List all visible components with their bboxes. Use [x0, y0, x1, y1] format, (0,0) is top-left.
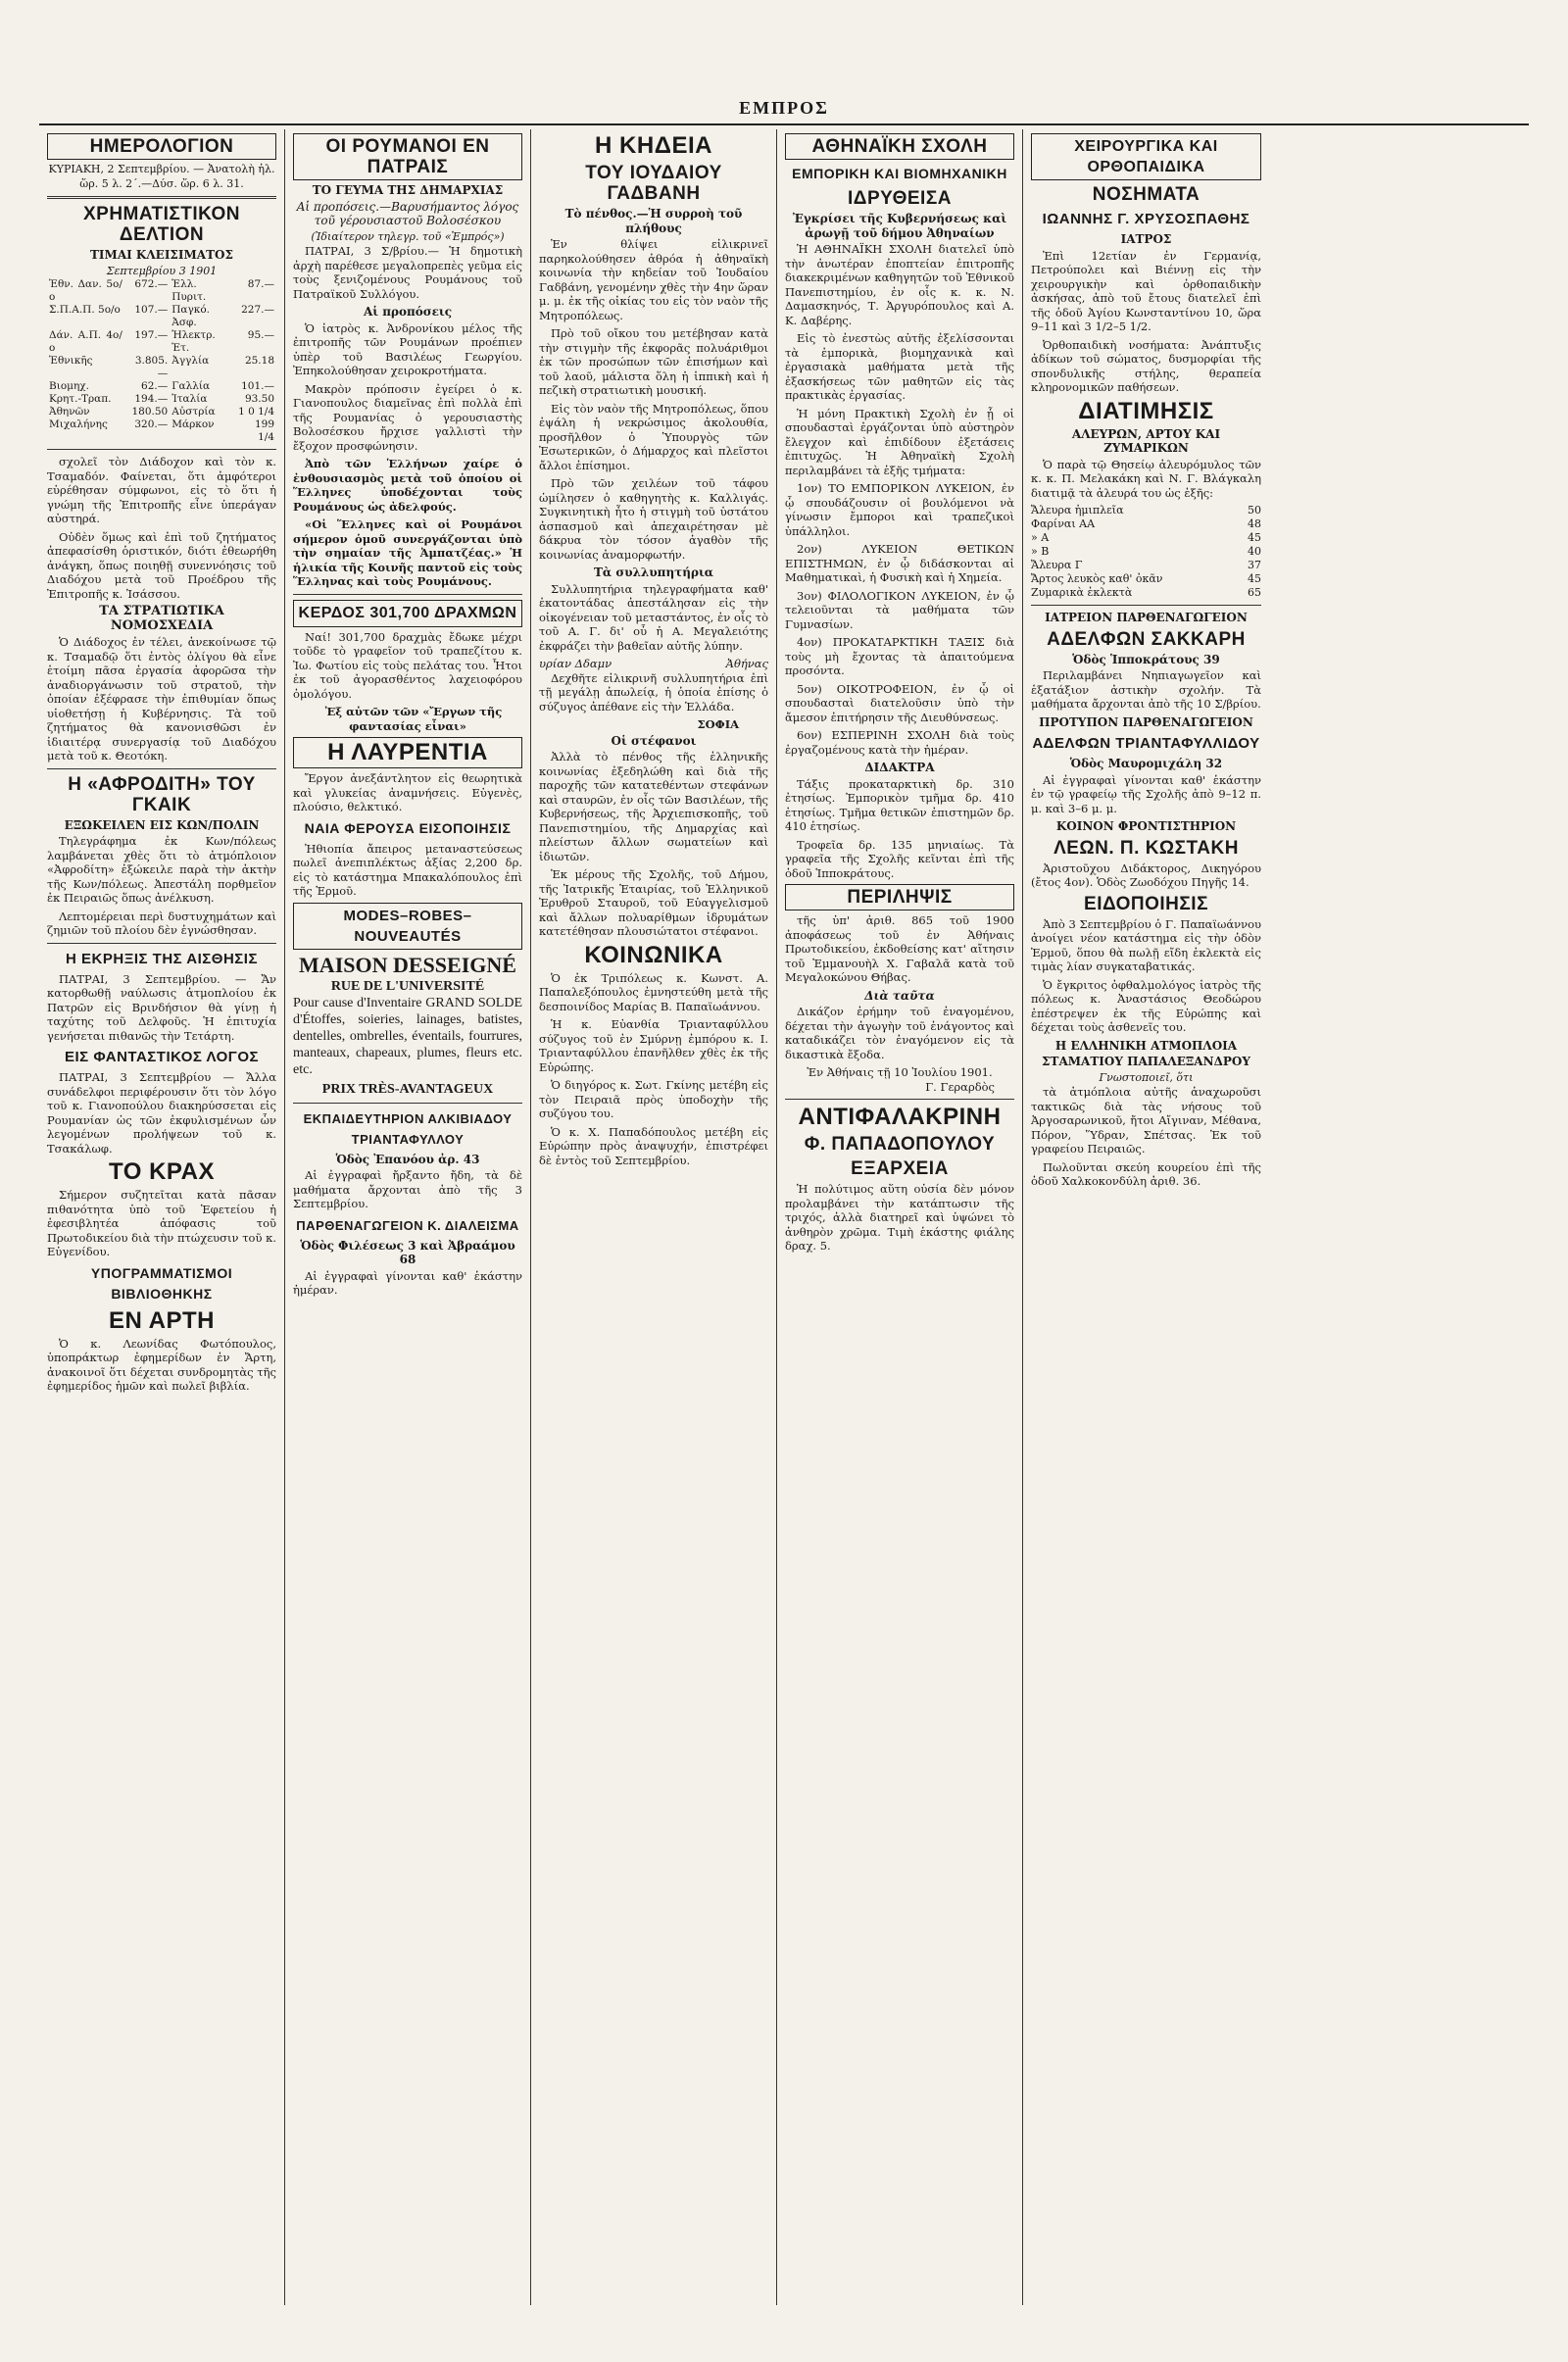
divider — [293, 1103, 522, 1104]
article-paragraph: Σήμερον συζητεῖται κατὰ πᾶσαν πιθανότητα ὑπὸ τοῦ Ἐφετείου ἡ ἐφεσιβλητέα ἀπόφασις τοῦ Πρωτοδικείου διὰ τὴν πτώχευσιν τοῦ κ. Εὐγενίδου. — [47, 1188, 276, 1258]
article-paragraph: Τηλεγράφημα ἐκ Κων/πόλεως λαμβάνεται χθὲς ὅτι τὸ ἀτμόπλοιον «Ἀφροδίτη» ἐξώκειλε παρὰ τὴν ἀκτὴν τῆς Κων/πόλεως. Ἀπεστάλη πορθμεῖον ἐκ Πειραιῶς ὅπως ἀνέλκυση. — [47, 834, 276, 905]
subheading-toasts: Αἱ προπόσεις.—Βαρυσήμαντος λόγος τοῦ γέρουσιαστοῦ Βολοσέσκου — [296, 199, 519, 227]
article-paragraph: Ὁ ἐκ Τριπόλεως κ. Κωνστ. Α. Παπαλεξόπουλος ἐμνηστεύθη μετὰ τῆς δεσποινίδος Μαρίας Β. Παπαϊωάννου. — [539, 970, 768, 1013]
stock-cell: Ἑλλ. Πυριτ. — [172, 278, 207, 303]
ad-shipping-announce: Γνωστοποιεῖ, ὅτι — [1099, 1070, 1194, 1084]
doctor-name: ΙΩΑΝΝΗΣ Γ. ΧΡΥΣΟΣΠΑΘΗΣ — [1042, 211, 1250, 227]
article-paragraph: Ἡ πολύτιμος αὕτη οὐσία δὲν μόνον προλαμβάνει τὴν κατάπτωσιν τῆς τριχός, ἀλλὰ διατηρεῖ καὶ ὑψώνει τὸ ἀνθηρὸν χρῶμα. Τιμὴ ἑκάστης φιάλης δραχ. 5. — [785, 1182, 1014, 1253]
heading-romanians-patras: ΟΙ ΡΟΥΜΑΝΟΙ ΕΝ ΠΑΤΡΑΙΣ — [293, 133, 522, 180]
heading-diseases: ΝΟΣΗΜΑΤΑ — [1092, 184, 1200, 205]
heading-in-arta: ΕΝ ΑΡΤΗ — [109, 1306, 215, 1334]
ad-tutoring-title: ΚΟΙΝΟΝ ΦΡΟΝΤΙΣΤΗΡΙΟΝ — [1055, 819, 1237, 833]
ad-triantafyllidou-address: Ὁδὸς Μαυρομιχάλη 32 — [1069, 757, 1223, 770]
heading-surgical: ΧΕΙΡΟΥΡΓΙΚΑ ΚΑΙ ΟΡΘΟΠΑΙΔΙΚΑ — [1031, 133, 1261, 180]
stock-cell: 194.— — [134, 393, 169, 405]
stock-cell: 180.50 — [131, 406, 169, 418]
heading-explosion: Η ΕΚΡΗΞΙΣ ΤΗΣ ΑΙΣΘΗΣΙΣ — [66, 950, 258, 967]
stock-cell: 95.— — [247, 329, 274, 341]
stock-cell: 672.— — [134, 278, 169, 290]
article-paragraph: 2ον) ΛΥΚΕΙΟΝ ΘΕΤΙΚΩΝ ΕΠΙΣΤΗΜΩΝ, ἐν ᾧ διδάσκονται αἱ Μαθηματικαὶ, ἡ Φυσικὴ καὶ ἡ Χημεία. — [785, 542, 1014, 584]
ad-profit-title: ΚΕΡΔΟΣ 301,700 ΔΡΑΧΜΩΝ — [293, 600, 522, 627]
price-value: 45 — [1248, 531, 1261, 544]
article-paragraph: Εἰς τὸν ναὸν τῆς Μητροπόλεως, ὅπου ἐψάλη ἡ νεκρώσιμος ἀκολουθία, προσῆλθον ὁ Ὑπουργὸς τῶν Ἐσωτερικῶν, ὁ Δήμαρχος καὶ πλεῖστοι ἄλλοι ἐπίσημοι. — [539, 401, 768, 472]
article-paragraph: Ἡ ΑΘΗΝΑΪΚΗ ΣΧΟΛΗ διατελεῖ ὑπὸ τὴν ἀνωτέραν ἐποπτείαν ἐπιτροπῆς διακεκριμένων καθηγητῶν τοῦ Ἐθνικοῦ Πανεπιστημίου, ἐν οἷς κ. κ. Ν. Δαμασκηνός, Τ. Ἀργυρόπουλος καὶ Α. Κ. Δαβέρης. — [785, 242, 1014, 327]
article-paragraph: Μακρὸν πρόποσιν ἐγείρει ὁ κ. Γιανοπουλος διαμεῖνας ἐπὶ πολλὰ ἐπὶ τῆς Ρουμανίας ὁ γερουσιαστὴς Βολοσέσκου ἤρχισε γαλλιστὶ τὴν ἔξοχον προσφώνησιν. — [293, 381, 522, 453]
ad-girls-school-title: ΠΑΡΘΕΝΑΓΩΓΕΙΟΝ Κ. ΔΙΑΛΕΙΣΜΑ — [296, 1217, 519, 1233]
price-row — [1031, 517, 1261, 531]
article-paragraph: Ἡ κ. Εὐανθία Τριανταφύλλου σύζυγος τοῦ ἐν Σμύρνῃ ἐμπόρου κ. Ι. Τριανταφύλλου ἐπανῆλθεν χθὲς ἐκ τῆς Εὐρώπης. — [539, 1017, 768, 1074]
stock-cell: Ἐθν. Δαν. 5ο/ο — [49, 278, 122, 303]
telegram-note: (Ἰδιαίτερον τηλεγρ. τοῦ «Ἐμπρός») — [311, 229, 505, 243]
heading-summary: ΠΕΡΙΛΗΨΙΣ — [785, 884, 1014, 910]
columns — [39, 129, 1529, 2305]
article-paragraph: ΠΑΤΡΑΙ, 3 Σεπτεμβρίου — Ἄλλα συνάδελφοι περιφέρουσιν ὅτι τὸν λόγο τοῦ κ. Γιανοπούλου διακηρύσσεται εἰς Ρουμανίαν ὡς τῶν ἐκφυλισμένων ὧν λεγομένων προλήψεων τοῦ κ. Τσακάλωφ. — [47, 1070, 276, 1156]
stock-cell: 3.805.— — [134, 355, 169, 379]
subheading-mourning: Τὸ πένθος.—Ἡ συρροὴ τοῦ πλήθους — [564, 207, 743, 235]
price-value: 50 — [1248, 504, 1261, 517]
stock-cell: 199 1/4 — [254, 418, 274, 443]
maison-name: MAISON DESSEIGNÉ — [299, 952, 516, 977]
article-paragraph: Ναί! 301,700 δραχμὰς ἔδωκε μέχρι τοῦδε τὸ γραφεῖον τοῦ τραπεζίτου κ. Ἰω. Φωτίου εἰς τοὺς πελάτας του. Ἦτοι ἐκ τοῦ ἀγορασθέντος λαχειοφόρου ὁμολόγου. — [293, 629, 522, 701]
stock-cell: Γαλλία — [172, 380, 211, 392]
maison-address: RUE DE L'UNIVERSITÉ — [330, 978, 485, 994]
telegram-recipient: υρίαν Δδαμν — [539, 657, 612, 670]
price-item: Ἄρτος λευκὸς καθ' ὀκᾶν — [1031, 572, 1163, 585]
ad-shipping-owner: ΣΤΑΜΑΤΙΟΥ ΠΑΠΑΛΕΞΑΝΔΡΟΥ — [1042, 1055, 1250, 1068]
heading-stock-bulletin: ΧΡΗΜΑΤΙΣΤΙΚΟΝ ΔΕΛΤΙΟΝ — [82, 204, 241, 245]
column-2 — [285, 129, 531, 2305]
telegram-city: Ἀθήνας — [725, 657, 768, 670]
stock-row — [47, 406, 276, 418]
ad-girls-school-address: Ὁδὸς Φιλέσεως 3 καὶ Ἀβραάμου 68 — [300, 1238, 515, 1266]
stock-cell: 227.— — [241, 304, 274, 316]
heading-social: ΚΟΙΝΩΝΙΚΑ — [584, 941, 723, 968]
ad-antifalakrini-place: ΕΞΑΡΧΕΙΑ — [851, 1158, 949, 1179]
bulletin-date: Σεπτεμβρίου 3 1901 — [106, 264, 218, 277]
article-paragraph: Συλλυπητήρια τηλεγραφήματα καθ' ἑκατοντάδας ἀπεστάλησαν εἰς τὴν οἰκογένειαν τοῦ μεταστάντος, ἐν οἷς τὸ τοῦ Α. Γ. δι' οὗ ἡ Α. Μεγαλειότης ἐκφράζει τὴν βαθεῖαν αὐτῆς λύπην. — [539, 581, 768, 653]
article-paragraph: Ὁ διηγόρος κ. Σωτ. Γκίνης μετέβη εἰς τὸν Πειραιᾶ πρὸς ὑποδοχὴν τῆς συζύγου του. — [539, 1078, 768, 1120]
stock-cell: 197.— — [134, 329, 169, 341]
stock-cell: Ἐθνικῆς — [49, 355, 93, 367]
stock-cell: 320.— — [134, 418, 169, 430]
ad-school-title: ΕΚΠΑΙΔΕΥΤΗΡΙΟΝ ΑΛΚΙΒΙΑΔΟΥ ΤΡΙΑΝΤΑΦΥΛΛΟΥ — [303, 1110, 513, 1147]
price-item: Ἄλευρα Γ — [1031, 559, 1083, 571]
price-value: 45 — [1248, 572, 1261, 585]
stock-cell: Ἀγγλία — [172, 355, 210, 367]
ad-teaser: Ἐξ αὐτῶν τῶν «Ἔργων τῆς φαντασίας εἶναι» — [324, 705, 503, 733]
price-value: 48 — [1248, 517, 1261, 530]
article-paragraph: Ὁ ἰατρὸς κ. Ἀνδρονίκου μέλος τῆς ἐπιτροπῆς τῶν Ρουμάνων προέπιεν ὑπὲρ τοῦ Βασιλέως Γεωργίου. Ἐπηκολούθησαν χειροκροτήματα. — [293, 320, 522, 377]
divider — [785, 1099, 1014, 1100]
price-item: Ἄλευρα ἡμιπλεῖα — [1031, 504, 1124, 517]
subheading-wreaths: Οἱ στέφανοι — [611, 733, 697, 748]
ad-sakkari-address: Ὁδὸς Ἱπποκράτους 39 — [1072, 652, 1220, 666]
stock-cell: Ἰταλία — [172, 393, 208, 405]
subheading-banquet: ΤΟ ΓΕΥΜΑ ΤΗΣ ΔΗΜΑΡΧΙΑΣ — [312, 183, 504, 197]
ad-school-address: Ὁδὸς Ἐπανόου ἀρ. 43 — [335, 1152, 480, 1166]
article-paragraph: ΠΑΤΡΑΙ, 3 Σεπτεμβρίου. — Ἄν κατορθωθῇ ναύλωσις ἀτμοπλοίου ἐκ Πατρῶν εἰς Βρινδήσιον θὰ γίνῃ ἡ ταχύτης τοῦ Δελφοῦς. Ἡ ἐπιτυχία γενήσεται πιθανῶς τὴν Τετάρτη. — [47, 971, 276, 1043]
article-paragraph: Αἱ ἐγγραφαὶ ἤρξαντο ἤδη, τὰ δὲ μαθήματα ἄρχονται ἀπὸ τῆς 3 Σεπτεμβρίου. — [293, 1168, 522, 1210]
heading-athens-school: ΑΘΗΝΑΪΚΗ ΣΧΟΛΗ — [785, 133, 1014, 160]
stock-row — [47, 380, 276, 393]
stock-cell: Αὐστρία — [172, 406, 216, 418]
ad-clinic-title: ΙΑΤΡΕΙΟΝ ΠΑΡΘΕΝΑΓΩΓΕΙΟΝ — [1045, 611, 1248, 624]
article-paragraph: Πρὸ τοῦ οἴκου του μετέβησαν κατὰ τὴν στιγμὴν τῆς ἐκφορᾶς πολυάριθμοι ἐκ τῶν προσώπων τῶν ἐπισήμων καὶ τοῦ λαοῦ, μάλιστα ὅλη ἡ ἱππικὴ καὶ ἡ πεζικὴ στρατιωτικὴ μουσική. — [539, 326, 768, 397]
price-row — [1031, 504, 1261, 517]
article-paragraph: Ἀλλὰ τὸ πένθος τῆς ἑλληνικῆς κοινωνίας ἐξεδηλώθη καὶ διὰ τῆς παροχῆς τῶν κατατεθέντων στεφάνων καὶ σταυρῶν, ἐν οἷς τῶν Βασιλέων, τῆς Κυβερνήσεως, τῆς Ἀρχιεπισκοπῆς, τοῦ Πανεπιστημίου, τῆς Δημαρχίας καὶ πλείστων ἄλλων σωματείων καὶ ἰδιωτῶν. — [539, 750, 768, 863]
article-paragraph: 4ον) ΠΡΟΚΑΤΑΡΚΤΙΚΗ ΤΑΞΙΣ διὰ τοὺς μὴ ἔχοντας τὰ ἀπαιτούμενα προσόντα. — [785, 635, 1014, 677]
divider — [47, 449, 276, 450]
heading-military-bills: ΤΑ ΣΤΡΑΤΙΩΤΙΚΑ ΝΟΜΟΣΧΕΔΙΑ — [99, 604, 224, 633]
ad-kostaki-name: ΛΕΩΝ. Π. ΚΩΣΤΑΚΗ — [1054, 837, 1239, 859]
article-paragraph: Ἠθιοπία ἄπειρος μεταναστεύσεως πωλεῖ ἀνεπιπλέκτως ἀξίας 2,200 δρ. εἰς τὸ κατάστημα Μπακαλόπουλος ἐπὶ τῆς Ἑρμοῦ. — [293, 841, 522, 898]
price-item: Φαρίναι ΑΑ — [1031, 517, 1096, 530]
price-row — [1031, 586, 1261, 600]
telegram-text: Δεχθῆτε εἰλικρινῆ συλλυπητήρια ἐπὶ τῇ μεγάλῃ ἀπωλείᾳ, ἡ ὁποία ἐπίσης ὁ σύζυγος ἀπέθανε εἰς τὴν Ἑλλάδα. — [539, 670, 768, 714]
price-row — [1031, 559, 1261, 572]
ad-antifalakrini-name: Φ. ΠΑΠΑΔΟΠΟΥΛΟΥ — [804, 1134, 996, 1155]
heading-calendar: ΗΜΕΡΟΛΟΓΙΟΝ — [47, 133, 276, 160]
column-4 — [777, 129, 1023, 2305]
stock-cell: Μάρκον — [172, 418, 215, 430]
article-paragraph: σχολεῖ τὸν Διάδοχον καὶ τὸν κ. Τσαμαδόν. Φαίνεται, ὅτι ἀμφότεροι εὑρέθησαν σύμφωνοι, εἰς τὸ ὅτι ἡ γνώμη τῆς Ἐπιτροπῆς εἶνε ὑπεράγαν αὐστηρά. — [47, 455, 276, 525]
heading-founded: ΙΔΡΥΘΕΙΣΑ — [848, 188, 952, 209]
subheading-tuition: ΔΙΔΑΚΤΡΑ — [864, 761, 935, 774]
article-paragraph: «Οἱ Ἕλληνες καὶ οἱ Ρουμάνοι σήμερον ὁμοῦ συνεργάζονται ὑπὸ τὴν σημαίαν τῆς Ἀμπατζέας.» Ἡ ἡλικία τῆς Κοινῆς παντοῦ εἰς τοὺς Ἕλληνας καὶ τοὺς Ρουμάνους. — [293, 517, 522, 588]
article-paragraph: Τροφεῖα δρ. 135 μηνιαίως. Τὰ γραφεῖα τῆς Σχολῆς κεῖνται ἐπὶ τῆς ὁδοῦ Ἱπποκράτους. — [785, 837, 1014, 880]
ad-triantafyllidou-name: ΑΔΕΛΦΩΝ ΤΡΙΑΝΤΑΦΥΛΛΙΔΟΥ — [1032, 735, 1260, 752]
stock-cell: 87.— — [247, 278, 274, 290]
divider — [1031, 605, 1261, 606]
article-paragraph: Ὁ ἔγκριτος ὀφθαλμολόγος ἰατρὸς τῆς πόλεως κ. Ἀναστάσιος Θεοδώρου ἐπέστρεψεν ἐκ τῆς Εὐρώπης καὶ δέχεται τοὺς ἀσθενεῖς του. — [1031, 977, 1261, 1034]
price-item: » Β — [1031, 545, 1050, 558]
article-paragraph: Ὁ Διάδοχος ἐν τέλει, ἀνεκοίνωσε τῷ κ. Τσαμαδῷ ὅτι ἐντὸς ὀλίγου θὰ εἶνε ἑτοίμη πᾶσα ἐργασία ἀφορῶσα τὴν ἀναδιοργάνωσιν τοῦ στρατοῦ, τὴν ὁποίαν ἐξέφρασε τὴν ἐπιθυμίαν ὅπως υἱοθετήσῃ ἡ Κυβέρνησις. Τὰ τοῦ ζητήματος θὰ κανονισθῶσι ἐν ἰδιαιτέρᾳ συνεργασίᾳ τοῦ Διαδόχου μετὰ τοῦ κ. Θεοτόκη. — [47, 635, 276, 763]
article-paragraph: Δικάζον ἐρήμην τοῦ ἐναγομένου, δέχεται τὴν ἀγωγὴν τοῦ ἐνάγοντος καὶ καταδικάζει τὸν ἐναγόμενον εἰς τὰ δικαστικὰ ἔξοδα. — [785, 1005, 1014, 1061]
stock-cell: 101.— — [241, 380, 274, 392]
masthead-title: ΕΜΠΡΟΣ — [739, 98, 829, 118]
heading-funeral-sub: ΤΟΥ ΙΟΥΔΑΙΟΥ ΓΑΔΒΑΝΗ — [585, 163, 722, 204]
stock-table — [47, 278, 276, 444]
subheading-therefore: Διὰ ταῦτα — [864, 988, 935, 1003]
article-paragraph: Ἐν θλίψει εἰλικρινεῖ παρηκολούθησεν ἀθρόα ἡ ἀθηναϊκὴ κοινωνία τὴν κηδείαν τοῦ Ἰουδαίου Γαδβάνη, γενομένην χθὲς τὴν 4ην ὥραν μ. μ. ἐκ τῆς οἰκίας του εἰς τὸν ναὸν τῆς Μητροπόλεως. — [539, 237, 768, 322]
ad-lavrentia-title: Η ΛΑΥΡΕΝΤΙΑ — [293, 737, 522, 768]
article-paragraph: Ὁ κ. Χ. Παπαδόπουλος μετέβη εἰς Εὐρώπην πρὸς ἀναψυχήν, ἐπιστρέφει δὲ ἐντὸς τοῦ Σεπτεμβρίου. — [539, 1124, 768, 1167]
article-paragraph: Εἰς τὸ ἐνεστὼς αὐτῆς ἐξελίσσονται τὰ ἐμπορικὰ, βιομηχανικὰ καὶ ἐργασιακὰ μαθήματα μετὰ τῆς ἐξασκήσεως τῶν μαθητῶν εἰς τὰς πρακτικὰς ἐργασίας. — [785, 331, 1014, 402]
column-1 — [39, 129, 285, 2305]
stock-row — [47, 418, 276, 444]
stock-cell: 93.50 — [244, 393, 274, 405]
article-paragraph: 6ον) ΕΣΠΕΡΙΝΗ ΣΧΟΛΗ διὰ τοὺς ἐργαζομένους κατὰ τὴν ἡμέραν. — [785, 728, 1014, 757]
article-paragraph: Αἱ ἐγγραφαὶ γίνονται καθ' ἑκάστην ἐν τῷ γραφείῳ τῆς Σχολῆς ἀπὸ 9–12 π. μ. καὶ 3–6 μ. μ. — [1031, 772, 1261, 815]
ad-shipping-title: Η ΕΛΛΗΝΙΚΗ ΑΤΜΟΠΛΟΙΑ — [1054, 1038, 1238, 1053]
stock-cell: Παγκό. Ἀσφ. — [172, 304, 210, 328]
article-paragraph: ΠΑΤΡΑΙ, 3 Σ/βρίου.— Ἡ δημοτικὴ ἀρχὴ παρέθεσε μεγαλοπρεπὲς γεῦμα εἰς τοὺς ξενιζομένους Ρουμάνους τοῦ Πατραϊκοῦ Συλλόγου. — [293, 244, 522, 301]
price-row — [1031, 545, 1261, 559]
article-paragraph: 5ον) ΟΙΚΟΤΡΟΦΕΙΟΝ, ἐν ᾧ οἱ σπουδασταὶ διατελοῦσιν ὑπὸ τὴν ἄμεσον ἐπιτήρησιν τῆς Διευθύνσεως. — [785, 681, 1014, 724]
article-paragraph: Αἱ ἐγγραφαὶ γίνονται καθ' ἑκάστην ἡμέραν. — [293, 1268, 522, 1297]
stock-cell: Ἠλεκτρ. Ἑτ. — [172, 329, 216, 354]
heading-subscriptions: ΥΠΟΓΡΑΜΜΑΤΙΣΜΟΙ ΒΙΒΛΙΟΘΗΚΗΣ — [90, 1264, 233, 1302]
maison-prices: PRIX TRÈS-AVANTAGEUX — [321, 1081, 494, 1097]
subheading-stranded: ΕΞΩΚΕΙΛΕΝ ΕΙΣ ΚΩΝ/ΠΟΛΙΝ — [64, 817, 260, 832]
article-paragraph: Πωλοῦνται σκεύη κουρείου ἐπὶ τῆς ὁδοῦ Χαλκοκονδύλη ἀριθ. 36. — [1031, 1159, 1261, 1188]
stock-cell: Δάν. Α.Π. 4ο/ο — [49, 329, 122, 354]
article-paragraph: Ἐκ μέρους τῆς Σχολῆς, τοῦ Δήμου, τῆς Ἰατρικῆς Ἑταιρίας, τοῦ Ἑλληνικοῦ Ἐρυθροῦ Σταυροῦ, τοῦ Εὐαγγελισμοῦ καὶ ἄλλων πολυαρίθμων ἱδρυμάτων κατετέθησαν πλουσιώτατοι στέφανοι. — [539, 867, 768, 938]
price-row — [1031, 531, 1261, 545]
heading-notice: ΕΙΔΟΠΟΙΗΣΙΣ — [1084, 893, 1208, 914]
stock-row — [47, 393, 276, 406]
heading-afroditi: Η «ΑΦΡΟΔΙΤΗ» ΤΟΥ ΓΚΑΙΚ — [68, 773, 256, 815]
article-paragraph: 3ον) ΦΙΛΟΛΟΓΙΚΟΝ ΛΥΚΕΙΟΝ, ἐν ᾧ τελειοῦνται τὰ μαθήματα τῶν Γυμνασίων. — [785, 588, 1014, 631]
article-paragraph: Ἀριστοῦχου Διδάκτορος, Δικηγόρου (ἔτος 4ον). Ὁδὸς Ζωοδόχου Πηγῆς 14. — [1031, 861, 1261, 889]
subheading-approval: Ἐγκρίσει τῆς Κυβερνήσεως καὶ ἀρωγῇ τοῦ δήμου Ἀθηναίων — [792, 212, 1007, 240]
newspaper-page — [39, 98, 1529, 2313]
article-paragraph: Ὁ παρὰ τῷ Θησείῳ ἀλευρόμυλος τῶν κ. κ. Π. Μελακάκη καὶ Ν. Γ. Βλάγκαλη διατιμᾷ τὰ ἀλευρά του ὡς ἑξῆς: — [1031, 457, 1261, 500]
ad-antifalakrini-title: ΑΝΤΙΦΑΛΑΚΡΙΝΗ — [798, 1104, 1002, 1130]
subheading-toasts-2: Αἱ προπόσεις — [363, 305, 453, 319]
ad-model-school-title: ΠΡΟΤΥΠΟΝ ΠΑΡΘΕΝΑΓΩΓΕΙΟΝ — [1039, 714, 1253, 729]
ad-heading: ΝΑΙΑ ΦΕΡΟΥΣΑ ΕΙΣΟΠΟΙΗΣΙΣ — [304, 819, 512, 836]
article-paragraph: Ὁ κ. Λεωνίδας Φωτόπουλος, ὑποπράκτωρ ἐφημερίδων ἐν Ἄρτη, ἀνακοινοῖ ὅτι δέχεται συνδρομητὰς τῆς ἐφημερίδος ἡμῶν καὶ πωλεῖ βιβλία. — [47, 1336, 276, 1393]
price-row — [1031, 572, 1261, 586]
subheading-flour-bread: ΑΛΕΥΡΩΝ, ΑΡΤΟΥ ΚΑΙ ΖΥΜΑΡΙΚΩΝ — [1071, 426, 1221, 455]
heading-funeral: Η ΚΗΔΕΙΑ — [595, 132, 712, 159]
price-value: 65 — [1248, 586, 1261, 599]
divider — [47, 768, 276, 769]
column-3 — [531, 129, 777, 2305]
article-paragraph: τῆς ὑπ' ἀριθ. 865 τοῦ 1900 ἀποφάσεως τοῦ ἐν Ἀθήναις Πρωτοδικείου, ἐκδοθείσης κατ' αἴτησιν τοῦ Ἐμμανουὴλ Χ. Γαβαλᾶ κατὰ τοῦ Μεγαλοκώνου Θήβας. — [785, 913, 1014, 984]
doctor-title: ΙΑΤΡΟΣ — [1120, 232, 1172, 246]
article-paragraph: Πρὸ τῶν χειλέων τοῦ τάφου ὡμίλησεν ὁ καθηγητὴς κ. Καλλιγάς. Συγκινητικὴ ἦτο ἡ στιγμὴ τοῦ ὑστάτου ἀσπασμοῦ καὶ ἀπεχαιρέτησαν μὲ δάκρυα τὸν τόσον ἀγαθὸν τῆς κοινωνίας ἀναμορφωτήν. — [539, 476, 768, 562]
divider — [47, 943, 276, 944]
divider — [47, 196, 276, 199]
article-paragraph: Ἔργον ἀνεξάντλητον εἰς θεωρητικὰ καὶ γλυκείας ἀναμνήσεις. Εὐγενὲς, πλούσιο, θελκτικό. — [293, 771, 522, 813]
stock-row — [47, 304, 276, 329]
heading-pricing: ΔΙΑΤΙΜΗΣΙΣ — [1078, 397, 1214, 424]
article-paragraph: Ἀπὸ τῶν Ἑλλήνων χαίρε ὁ ἐνθουσιασμὸς μετὰ τοῦ ὁποίου οἱ Ἕλληνες ὑποδέχονται τοὺς Ρουμάνους ὡς ἀδελφούς. — [293, 457, 522, 514]
article-paragraph: Οὐδὲν ὅμως καὶ ἐπὶ τοῦ ζητήματος ἀπεφασίσθη ὁριστικόν, διότι ἐθεωρήθη ἀνάγκη, ὅπως ποιηθῇ συνεννόησις τοῦ Διαδόχου μετὰ τοῦ Προέδρου τῆς Ἐπιτροπῆς κ. Ἰσάσσου. — [47, 529, 276, 601]
price-item: Ζυμαρικὰ ἐκλεκτὰ — [1031, 586, 1133, 599]
stock-cell: Σ.Π.Α.Π. 5ο/ο — [49, 304, 121, 316]
price-item: » Α — [1031, 531, 1050, 544]
stock-row — [47, 278, 276, 304]
stock-cell: Μιχαλήνης — [49, 418, 108, 430]
article-paragraph: Τάξις προκαταρκτικὴ δρ. 310 ἐτησίως. Ἐμπορικὸν τμῆμα δρ. 410 ἐτησίως. Τμῆμα θετικῶν ἐπιστημῶν δρ. 410 ἐτησίως. — [785, 776, 1014, 833]
ad-profit — [293, 600, 522, 627]
article-paragraph: Περιλαμβάνει Νηπιαγωγεῖον καὶ ἑξατάξιον ἀστικὴν σχολήν. Τὰ μαθήματα ἄρχονται ἀπὸ τῆς 10 Σ/βρίου. — [1031, 668, 1261, 711]
heading-crash: ΤΟ ΚΡΑΧ — [109, 1158, 215, 1185]
stock-cell: 107.— — [134, 304, 169, 316]
ad-maison — [293, 953, 522, 1098]
signature-name: Γ. Γεραρδὸς — [925, 1079, 995, 1094]
telegram-signature: ΣΟΦΙΑ — [697, 717, 739, 731]
divider — [293, 594, 522, 595]
article-paragraph: Ἀπὸ 3 Σεπτεμβρίου ὁ Γ. Παπαϊωάννου ἀνοίγει νέον κατάστημα εἰς τὴν ὁδὸν Ἑρμοῦ, ὅπου θὰ πωλῇ εἴδη ἐκλεκτὰ εἰς τιμὰς λίαν συγκαταβατικάς. — [1031, 916, 1261, 973]
ad-sakkari-name: ΑΔΕΛΦΩΝ ΣΑΚΚΑΡΗ — [1047, 628, 1246, 650]
article-paragraph: Λεπτομέρειαι περὶ δυστυχημάτων καὶ ζημιῶν τοῦ πλοίου δὲν ἐγνώσθησαν. — [47, 909, 276, 937]
subheading-condolences: Τὰ συλλυπητήρια — [594, 566, 713, 579]
calendar-line: ΚΥΡΙΑΚΗ, 2 Σεπτεμβρίου. — Ἀνατολὴ ἡλ. ὥρ. 5 λ. 2΄.—Δύσ. ὥρ. 6 λ. 31. — [48, 163, 275, 190]
article-paragraph: Ὀρθοπαιδικὴ νοσήματα: Ἀνάπτυξις ἀδίκων τοῦ σώματος, δυσμορφίαι τῆς σπονδυλικῆς στήλης, θεραπεία κληρονομικῶν παθήσεων. — [1031, 337, 1261, 394]
stock-row — [47, 329, 276, 355]
stock-cell: 25.18 — [244, 355, 274, 367]
price-value: 40 — [1248, 545, 1261, 558]
article-paragraph: Ἡ μόνη Πρακτικὴ Σχολὴ ἐν ᾗ οἱ σπουδασταὶ ἐργάζονται ὑπὸ αὐστηρὸν ἔλεγχον καὶ ἐπιδίδουν ἐξετάσεις ἐπιτυχῶς. Ἡ Ἀθηναϊκὴ Σχολὴ περιλαμβάνει τὰ ἑξῆς τμήματα: — [785, 406, 1014, 477]
stock-cell: Βιομηχ. — [49, 380, 89, 392]
stock-cell: Κρητ.-Τραπ. — [49, 393, 112, 405]
heading-closing-prices: ΤΙΜΑΙ ΚΛΕΙΣΙΜΑΤΟΣ — [90, 248, 233, 262]
article-paragraph: τὰ ἀτμόπλοια αὐτῆς ἀναχωροῦσι τακτικῶς διὰ τὰς νήσους τοῦ Ἀργοσαρωνικοῦ, ἤτοι Αἴγιναν, Μέθανα, Πόρον, Ὕδραν, Σπέτσας. Ἐκ τοῦ γραφείου Πειραιῶς. — [1031, 1085, 1261, 1156]
price-list — [1031, 504, 1261, 600]
stock-cell: 1 0 1/4 — [238, 406, 274, 418]
signature-place: Ἐν Ἀθήναις τῇ 10 Ἰουλίου 1901. — [807, 1065, 993, 1079]
ad-modes-title: MODES–ROBES–NOUVEAUTÉS — [293, 903, 522, 950]
telegram-address — [539, 657, 768, 671]
heading-fantastic-speech: ΕΙΣ ΦΑΝΤΑΣΤΙΚΟΣ ΛΟΓΟΣ — [64, 1049, 259, 1065]
article-paragraph: 1ον) ΤΟ ΕΜΠΟΡΙΚΟΝ ΛΥΚΕΙΟΝ, ἐν ᾧ σπουδάζουσιν οἱ βουλόμενοι νὰ γίνωσιν ἔμποροι καὶ τραπεζικοὶ ὑπάλληλοι. — [785, 481, 1014, 538]
heading-commercial-industrial: ΕΜΠΟΡΙΚΗ ΚΑΙ ΒΙΟΜΗΧΑΝΙΚΗ — [792, 166, 1007, 181]
masthead-rule — [39, 123, 1529, 125]
stock-cell: 62.— — [141, 380, 169, 392]
maison-text: Pour cause d'Inventaire GRAND SOLDE d'Étoffes, soieries, lainages, batistes, dentelles, ombrelles, éventails, fourrures, manteaux, chapeaux, plumes, fleurs etc. etc. — [293, 995, 522, 1077]
price-value: 37 — [1248, 559, 1261, 571]
column-5 — [1023, 129, 1269, 2305]
stock-cell: Ἀθηνῶν — [49, 406, 90, 418]
stock-row — [47, 355, 276, 380]
article-paragraph: Ἐπὶ 12ετίαν ἐν Γερμανίᾳ, Πετρούπολει καὶ Βιέννῃ εἰς τὴν χειρουργικὴν καὶ ὀρθοπαιδικὴν ἀσκήσας, ἀπὸ τοῦ ἔτους διατελεῖ ἐπὶ τῆς ὁδοῦ Ἀγίου Κωνσταντίνου 10, ὥρα 9–11 καὶ 3 1/2–5 1/2. — [1031, 248, 1261, 333]
